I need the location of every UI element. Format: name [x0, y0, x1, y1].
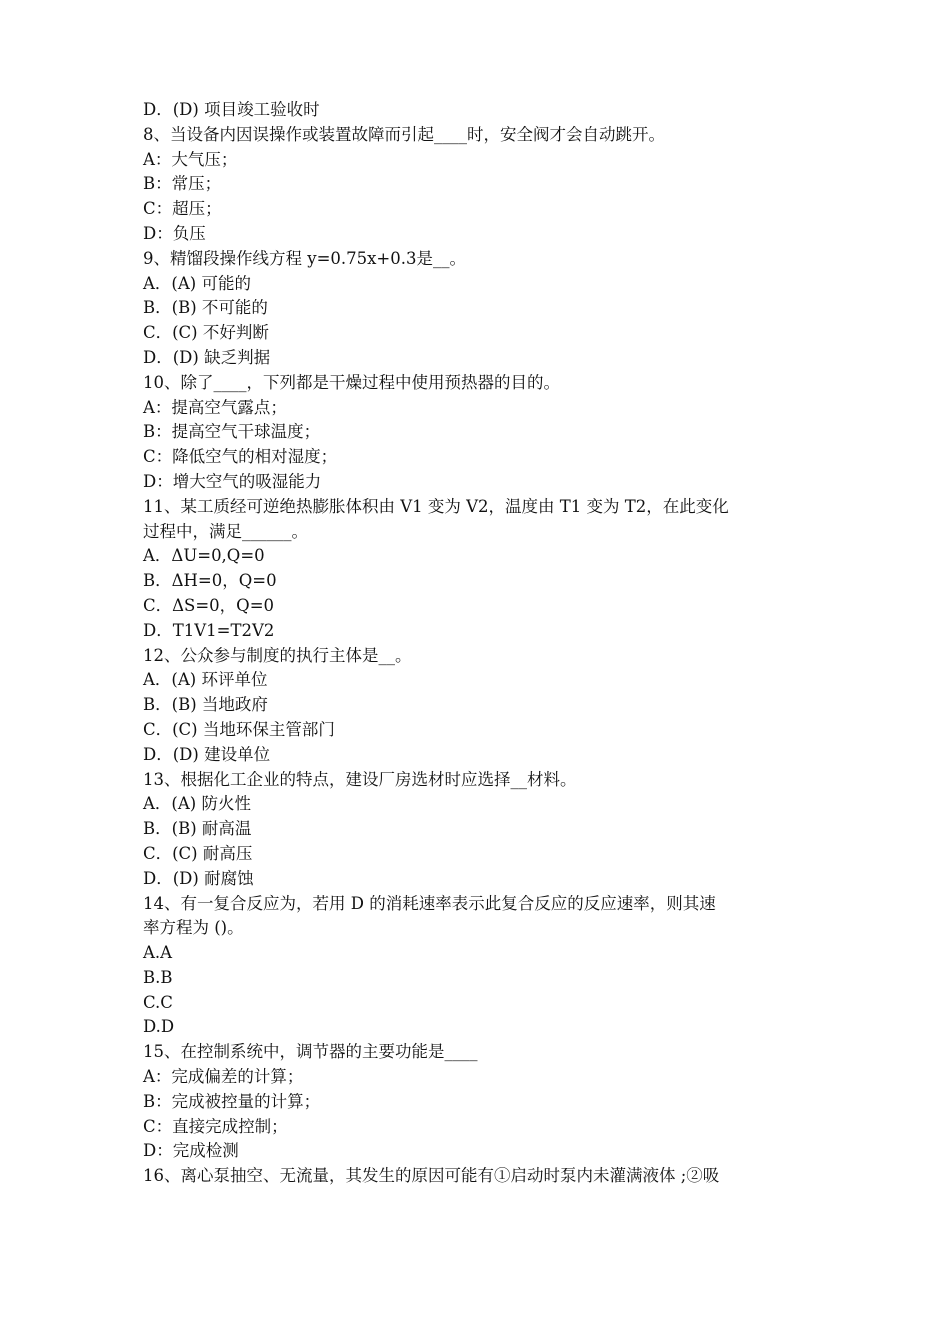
question-line: 过程中，满足______。: [143, 521, 308, 541]
option-line: A：完成偏差的计算；: [143, 1067, 304, 1087]
option-line: D．(D) 建设单位: [143, 744, 271, 764]
option-line: D．T1V1=T2V2: [143, 620, 275, 640]
option-line: C．(C) 当地环保主管部门: [143, 719, 335, 739]
option-line: A：提高空气露点；: [143, 397, 287, 417]
option-line: C：直接完成控制；: [143, 1116, 288, 1136]
option-line: B：提高空气干球温度；: [143, 422, 321, 442]
option-line: B．ΔH=0，Q=0: [143, 571, 277, 591]
option-line: D：增大空气的吸湿能力: [143, 471, 322, 491]
question-line: 14、有一复合反应为，若用 D 的消耗速率表示此复合反应的反应速率，则其速: [143, 893, 716, 913]
option-line: D：完成检测: [143, 1141, 239, 1161]
option-line: D．(D) 项目竣工验收时: [143, 100, 320, 119]
option-line: A．ΔU=0,Q=0: [143, 546, 265, 566]
option-line: B．(B) 不可能的: [143, 298, 268, 318]
option-line: A．(A) 环评单位: [143, 670, 268, 690]
option-line: D：负压: [143, 223, 206, 243]
option-line: A．(A) 可能的: [143, 273, 251, 293]
option-line: B：完成被控量的计算；: [143, 1091, 321, 1111]
option-line: D.D: [143, 1017, 175, 1037]
option-line: D．(D) 耐腐蚀: [143, 868, 254, 888]
question-line: 率方程为 ()。: [143, 918, 244, 938]
option-line: B．(B) 耐高温: [143, 819, 252, 839]
option-line: C．ΔS=0，Q=0: [143, 595, 275, 615]
option-line: A：大气压；: [143, 149, 238, 169]
question-line: 16、离心泵抽空、无流量，其发生的原因可能有①启动时泵内未灌满液体 ;②吸: [143, 1166, 720, 1186]
option-line: A．(A) 防火性: [143, 794, 251, 814]
option-line: D．(D) 缺乏判据: [143, 347, 271, 367]
option-line: A.A: [143, 943, 173, 963]
option-line: B．(B) 当地政府: [143, 695, 268, 715]
document-page: [143, 98, 813, 1189]
option-line: C．(C) 耐高压: [143, 843, 253, 863]
option-line: B.B: [143, 967, 173, 987]
question-line: 11、某工质经可逆绝热膨胀体积由 V1 变为 V2，温度由 T1 变为 T2，在此变化: [143, 496, 729, 516]
option-line: C.C: [143, 992, 173, 1012]
option-line: C：降低空气的相对湿度；: [143, 447, 338, 467]
option-line: C：超压；: [143, 199, 222, 219]
question-line: 9、精馏段操作线方程 y=0.75x+0.3是__。: [143, 248, 466, 268]
question-line: 13、根据化工企业的特点，建设厂房选材时应选择__材料。: [143, 769, 577, 789]
question-line: 10、除了____，下列都是干燥过程中使用预热器的目的。: [143, 372, 560, 392]
question-line: 8、当设备内因误操作或装置故障而引起____时，安全阀才会自动跳开。: [143, 124, 665, 144]
question-line: 12、公众参与制度的执行主体是__。: [143, 645, 412, 665]
question-line: 15、在控制系统中，调节器的主要功能是____: [143, 1042, 478, 1062]
option-line: B：常压；: [143, 174, 222, 194]
option-line: C．(C) 不好判断: [143, 323, 269, 343]
